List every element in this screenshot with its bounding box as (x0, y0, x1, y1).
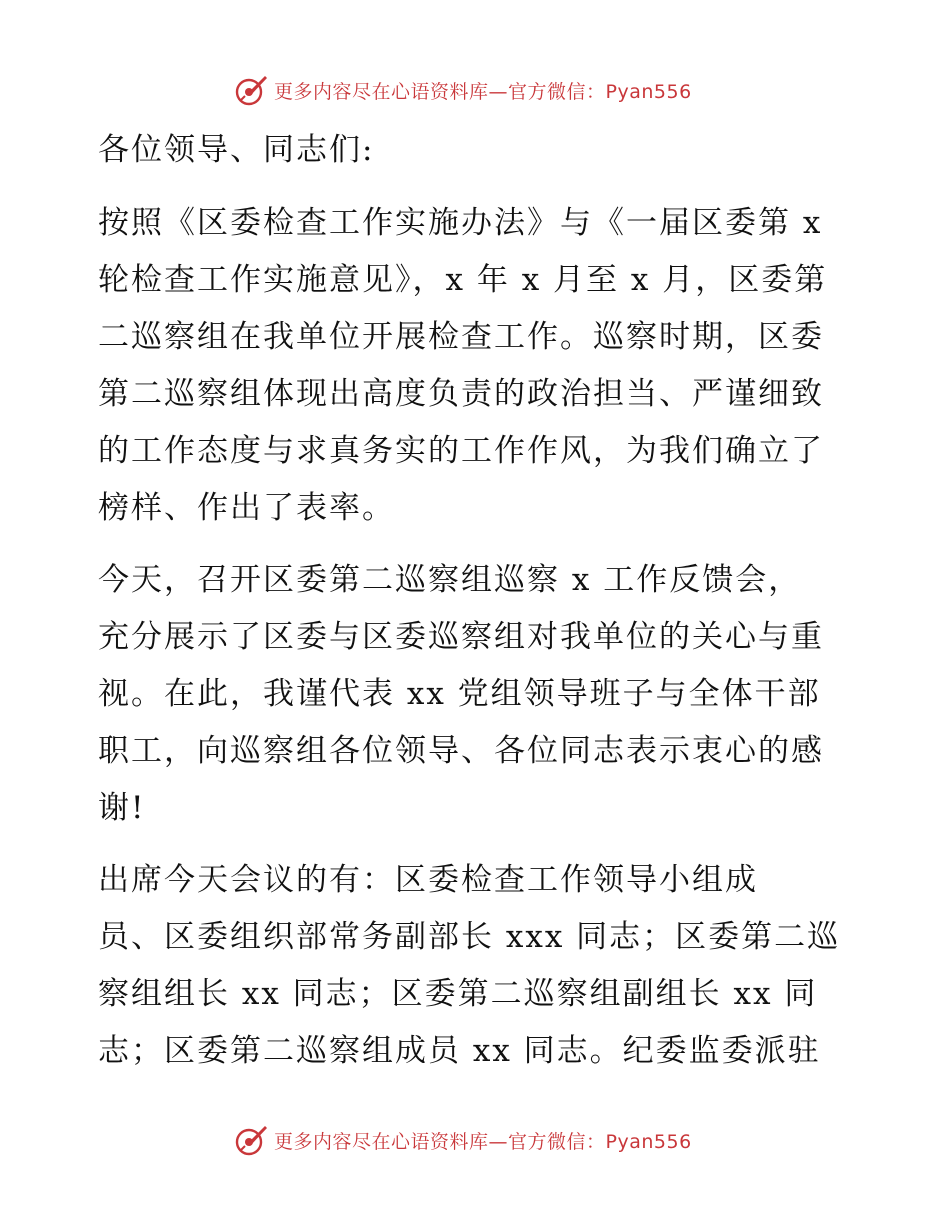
paragraph-1-line-5: 的工作态度与求真务实的工作作风，为我们确立了 (98, 433, 824, 469)
footer-watermark (234, 1122, 692, 1158)
paragraph-1-line-2: 轮检查工作实施意见》，x 年 x 月至 x 月，区委第 (98, 262, 828, 298)
paragraph-1-line-4: 第二巡察组体现出高度负责的政治担当、严谨细致 (98, 376, 824, 412)
greeting: 各位领导、同志们: (98, 132, 375, 168)
watermark-text: 更多内容尽在心语资料库—官方微信：Pyan556 (274, 1130, 692, 1153)
paragraph-2-line-2: 充分展示了区委与区委巡察组对我单位的关心与重 (98, 619, 824, 655)
paragraph-3-line-2: 员、区委组织部常务副部长 xxx 同志；区委第二巡 (98, 919, 841, 955)
watermark-text: 更多内容尽在心语资料库—官方微信：Pyan556 (274, 80, 692, 103)
paragraph-1-line-1: 按照《区委检查工作实施办法》与《一届区委第 x (98, 205, 823, 241)
paragraph-1-line-6: 榜样、作出了表率。 (98, 490, 395, 526)
quill-logo-icon (234, 1123, 268, 1157)
header-watermark (234, 72, 692, 108)
paragraph-2-line-4: 职工，向巡察组各位领导、各位同志表示衷心的感 (98, 733, 824, 769)
paragraph-3-line-4: 志；区委第二巡察组成员 xx 同志。纪委监委派驻 (98, 1033, 821, 1069)
quill-logo-icon (234, 73, 268, 107)
paragraph-2-line-3: 视。在此，我谨代表 xx 党组领导班子与全体干部 (98, 676, 821, 712)
paragraph-3-line-3: 察组组长 xx 同志；区委第二巡察组副组长 xx 同 (98, 976, 818, 1012)
paragraph-3-line-1: 出席今天会议的有：区委检查工作领导小组成 (98, 862, 758, 898)
paragraph-2-line-5: 谢! (98, 790, 146, 826)
paragraph-1-line-3: 二巡察组在我单位开展检查工作。巡察时期，区委 (98, 319, 824, 355)
paragraph-2-line-1: 今天，召开区委第二巡察组巡察 x 工作反馈会， (98, 562, 802, 598)
